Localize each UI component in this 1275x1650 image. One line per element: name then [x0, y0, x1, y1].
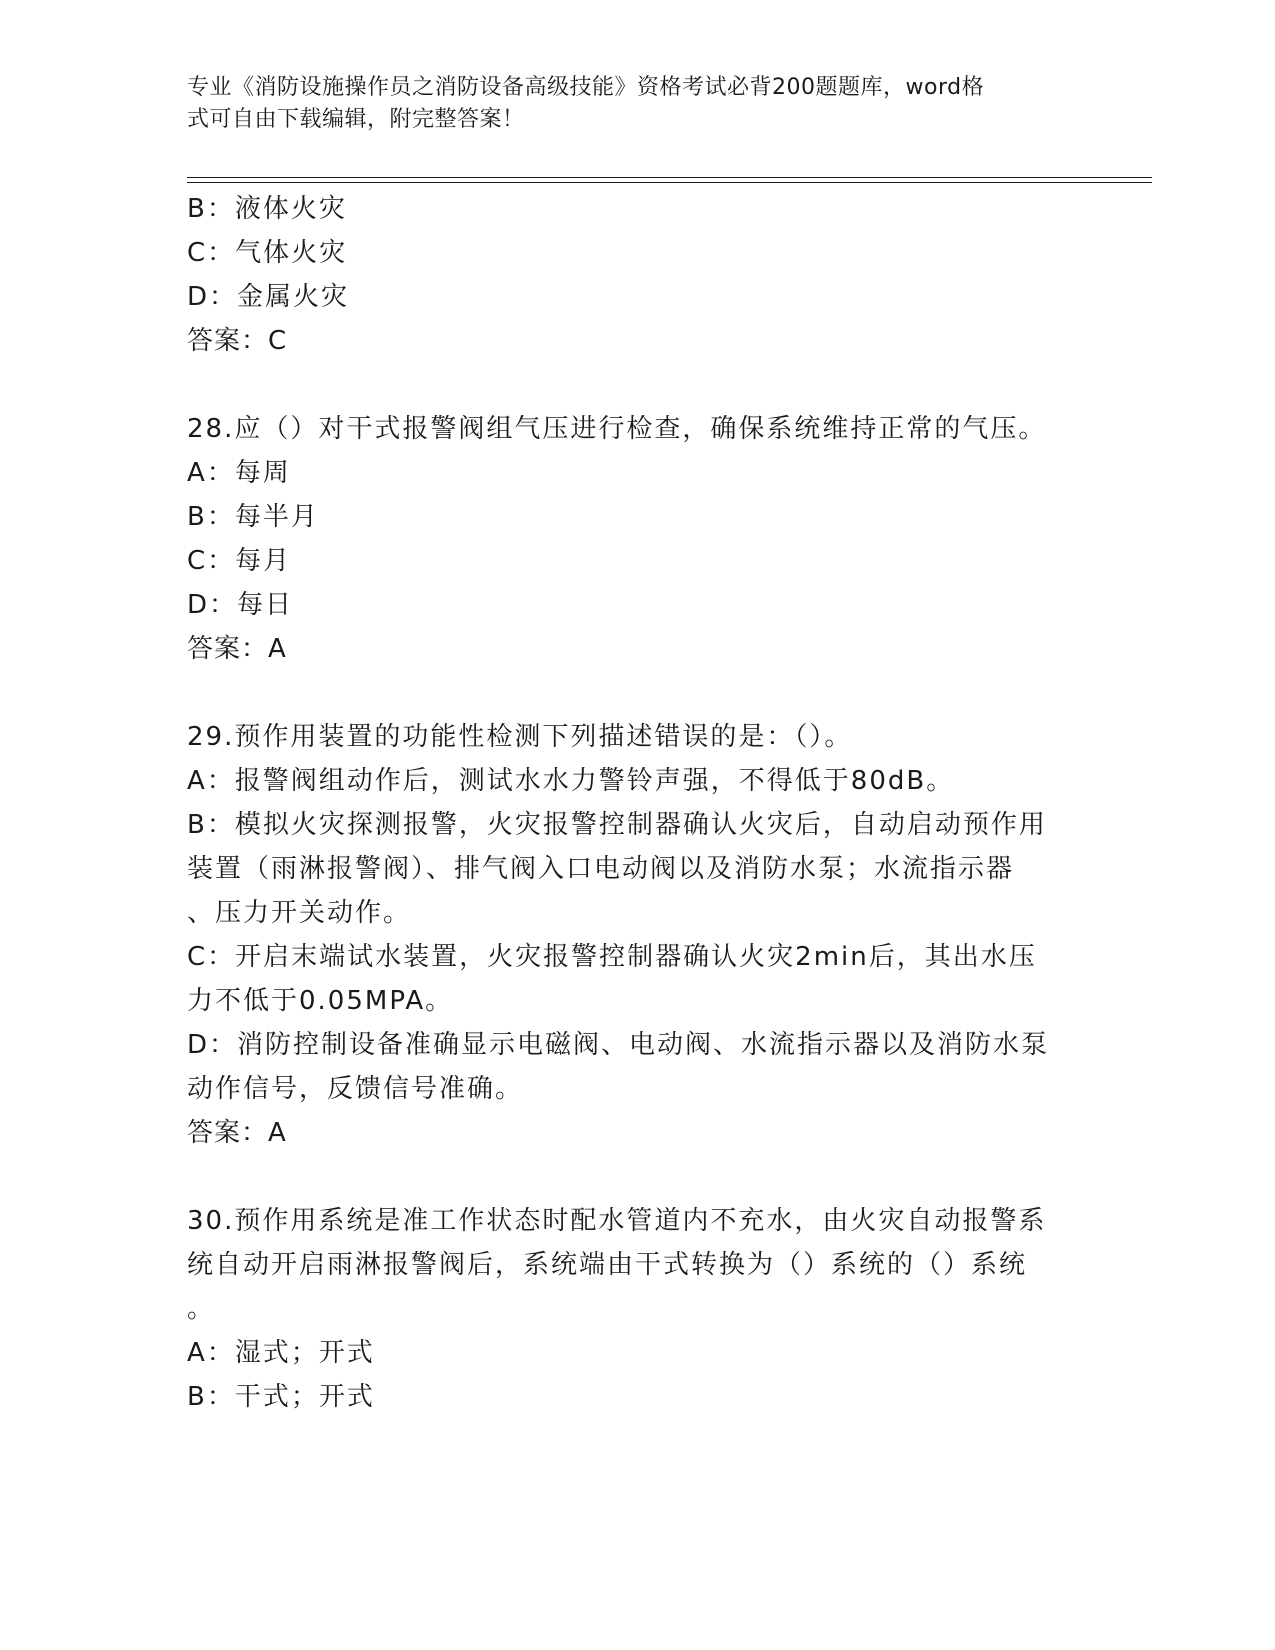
header-line-2: 式可自由下载编辑，附完整答案！ — [187, 107, 525, 132]
q29-option-a: A：报警阀组动作后，测试水水力警铃声强，不得低于80dB。 — [187, 766, 955, 796]
q29-option-c-line-2: 力不低于0.05MPA。 — [187, 986, 454, 1016]
q29-option-c-line-1: C：开启末端试水装置，火灾报警控制器确认火灾2min后，其出水压 — [187, 942, 1037, 972]
q28-option-b: B：每半月 — [187, 502, 319, 532]
header-rule-top — [187, 177, 1152, 178]
header-rule-bottom — [187, 182, 1152, 183]
q27-answer: 答案：C — [187, 326, 288, 356]
q27-option-c: C：气体火灾 — [187, 238, 348, 268]
q28-option-a: A：每周 — [187, 458, 291, 488]
q29-option-d-line-2: 动作信号，反馈信号准确。 — [187, 1074, 524, 1104]
q27-option-b: B：液体火灾 — [187, 194, 347, 224]
q28-option-d: D：每日 — [187, 590, 294, 620]
q29-option-b-line-2: 装置（雨淋报警阀）、排气阀入口电动阀以及消防水泵；水流指示器 — [187, 854, 1015, 884]
q29-stem: 29.预作用装置的功能性检测下列描述错误的是：（）。 — [187, 722, 853, 752]
q30-option-b: B：干式；开式 — [187, 1382, 375, 1412]
q28-answer: 答案：A — [187, 634, 287, 664]
q30-stem-line-1: 30.预作用系统是准工作状态时配水管道内不充水，由火灾自动报警系 — [187, 1206, 1047, 1236]
page-header — [187, 72, 1067, 136]
q30-stem-line-2: 统自动开启雨淋报警阀后，系统端由干式转换为（）系统的（）系统 — [187, 1250, 1028, 1280]
q29-answer: 答案：A — [187, 1118, 287, 1148]
q29-option-b-line-1: B：模拟火灾探测报警，火灾报警控制器确认火灾后，自动启动预作用 — [187, 810, 1047, 840]
q28-stem: 28.应（）对干式报警阀组气压进行检查，确保系统维持正常的气压。 — [187, 414, 1047, 444]
q30-option-a: A：湿式；开式 — [187, 1338, 375, 1368]
header-line-1: 专业《消防设施操作员之消防设备高级技能》资格考试必背200题题库，word格 — [187, 75, 985, 100]
q27-option-d: D：金属火灾 — [187, 282, 350, 312]
q29-option-d-line-1: D：消防控制设备准确显示电磁阀、电动阀、水流指示器以及消防水泵 — [187, 1030, 1050, 1060]
q28-option-c: C：每月 — [187, 546, 292, 576]
q30-stem-line-3: 。 — [187, 1294, 216, 1324]
q29-option-b-line-3: 、压力开关动作。 — [187, 898, 412, 928]
